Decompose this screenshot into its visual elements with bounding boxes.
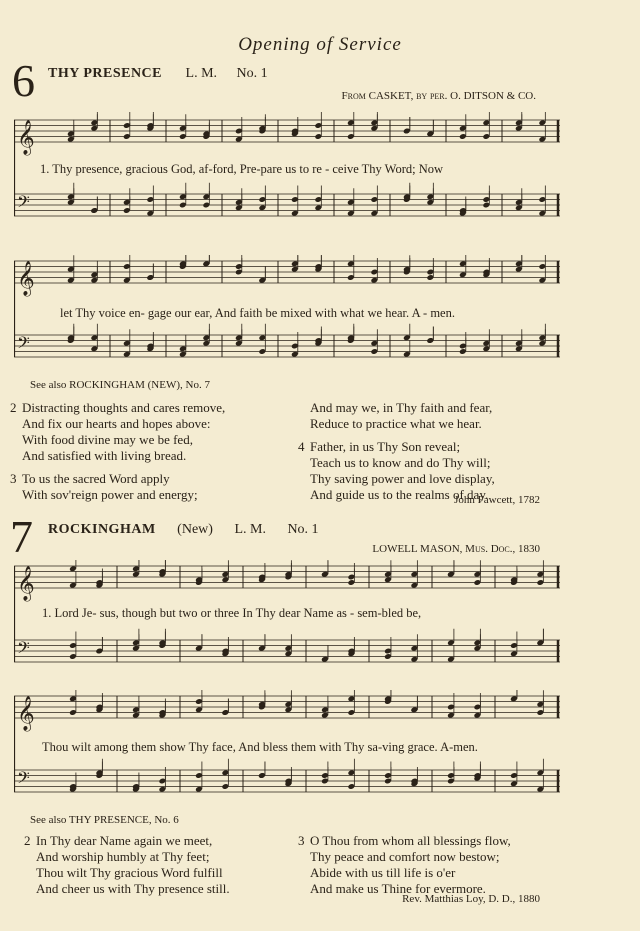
hymn-author: Rev. Matthias Loy, D. D., 1880 xyxy=(402,893,540,905)
tune-number: No. 1 xyxy=(287,522,319,537)
verse-line: Reduce to practice what we hear. xyxy=(310,416,482,431)
verses-right xyxy=(298,400,618,503)
tune-source: From CASKET, by per. O. DITSON & CO. xyxy=(341,90,536,102)
hymn-number: 6 xyxy=(12,55,35,106)
meter: L. M. xyxy=(234,522,266,537)
verse-line: And guide us to the realms of day. xyxy=(310,487,489,502)
lyrics-line: Thou wilt among them show Thy face, And bless them with Thy sa-ving grace. A-men. xyxy=(42,740,478,754)
bass-clef-icon: 𝄢 xyxy=(17,767,30,792)
verse-number: 3 xyxy=(10,471,17,486)
verse-line: And cheer us with Thy presence still. xyxy=(36,881,230,896)
verse-line: And fix our hearts and hopes above: xyxy=(22,416,211,431)
verse-line: And make us Thine for evermore. xyxy=(310,881,486,896)
verse-line: Teach us to know and do Thy will; xyxy=(310,455,491,470)
bass-clef-icon: 𝄢 xyxy=(17,332,30,357)
treble-clef-icon: 𝄞 xyxy=(17,261,35,296)
tune-heading xyxy=(48,66,268,82)
verse-line: And satisfied with living bread. xyxy=(22,448,187,463)
tune-heading xyxy=(48,522,319,538)
lyrics-line: 1. Thy presence, gracious God, af-ford, Pre-pare us to re - ceive Thy Word; Now xyxy=(40,162,444,176)
see-also: See also ROCKINGHAM (NEW), No. 7 xyxy=(30,379,210,391)
verse-number: 4 xyxy=(298,439,305,454)
see-also: See also THY PRESENCE, No. 6 xyxy=(30,814,179,826)
bass-clef-icon: 𝄢 xyxy=(17,637,30,662)
verse-line: Thy peace and comfort now bestow; xyxy=(310,849,500,864)
verse-number: 2 xyxy=(24,833,31,848)
verse-line: To us the sacred Word apply xyxy=(22,471,170,486)
verse-line: Abide with us till life is o'er xyxy=(310,865,456,880)
hymn-author: John Fawcett, 1782 xyxy=(454,494,540,506)
tune-source: LOWELL MASON, Mus. Doc., 1830 xyxy=(372,543,540,555)
treble-clef-icon: 𝄞 xyxy=(17,120,35,155)
verse-line: In Thy dear Name again we meet, xyxy=(36,833,213,848)
hymn-number: 7 xyxy=(10,511,33,562)
verse-line: Thy saving power and love display, xyxy=(310,471,495,486)
tune-name: ROCKINGHAM xyxy=(48,522,156,537)
verses-left xyxy=(10,400,300,503)
tune-number: No. 1 xyxy=(236,66,268,81)
verse-number: 2 xyxy=(10,400,17,415)
treble-clef-icon: 𝄞 xyxy=(17,566,35,601)
verse-number: 3 xyxy=(298,833,305,848)
treble-clef-icon: 𝄞 xyxy=(17,696,35,731)
verses-right xyxy=(298,833,618,897)
verse-line: With food divine may we be fed, xyxy=(22,432,193,447)
tune-qualifier: (New) xyxy=(177,522,213,537)
verse-line: Father, in us Thy Son reveal; xyxy=(310,439,461,454)
verse-line: Distracting thoughts and cares remove, xyxy=(22,400,226,415)
verse-line: And may we, in Thy faith and fear, xyxy=(310,400,493,415)
verses-left xyxy=(24,833,304,897)
verse-line: With sov'reign power and energy; xyxy=(22,487,198,502)
bass-clef-icon: 𝄢 xyxy=(17,191,30,216)
page-title: Opening of Service xyxy=(238,34,402,55)
verse-line: O Thou from whom all blessings flow, xyxy=(310,833,511,848)
lyrics-line: 1. Lord Je- sus, though but two or three In Thy dear Name as - sem-bled be, xyxy=(42,606,422,620)
verse-line: And worship humbly at Thy feet; xyxy=(36,849,210,864)
lyrics-line: let Thy voice en- gage our ear, And faith be mixed with what we hear. A - men. xyxy=(60,306,455,320)
tune-name: THY PRESENCE xyxy=(48,66,163,81)
meter: L. M. xyxy=(185,66,218,81)
verse-line: Thou wilt Thy gracious Word fulfill xyxy=(36,865,223,880)
